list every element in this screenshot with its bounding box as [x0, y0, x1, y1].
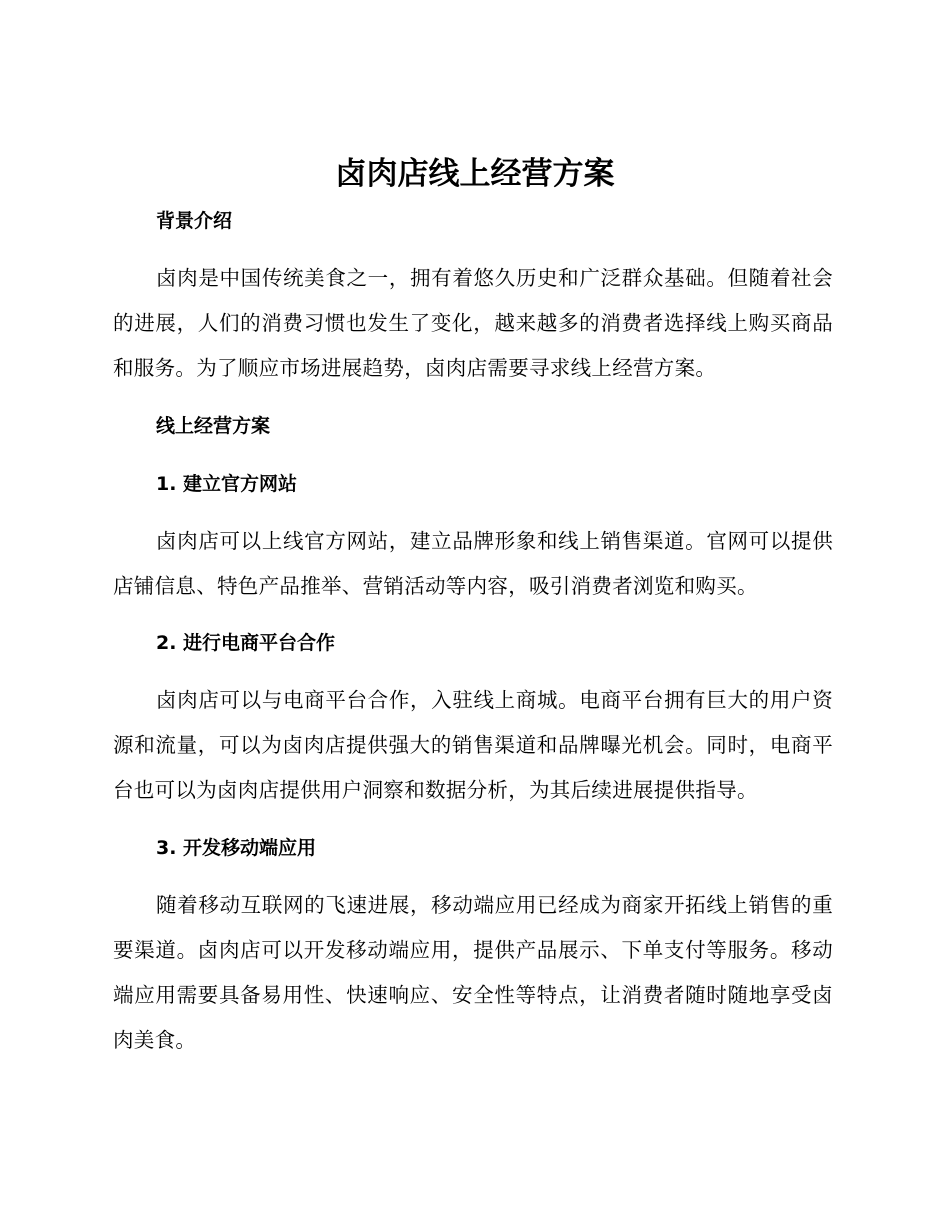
section-heading-background: 背景介绍	[156, 210, 233, 232]
section-heading-ecommerce: 2. 进行电商平台合作	[156, 632, 336, 654]
section-paragraph-background: 卤肉是中国传统美食之一，拥有着悠久历史和广泛群众基础。但随着社会的进展，人们的消费习惯也发生了变化，越来越多的消费者选择线上购买商品和服务。为了顺应市场进展趋势，卤肉店需要寻求线上经营方案。	[113, 266, 833, 380]
document-title: 卤肉店线上经营方案	[335, 156, 615, 192]
section-paragraph-official-website: 卤肉店可以上线官方网站，建立品牌形象和线上销售渠道。官网可以提供店铺信息、特色产品推举、营销活动等内容，吸引消费者浏览和购买。	[113, 529, 833, 598]
section-paragraph-mobile-app: 随着移动互联网的飞速进展，移动端应用已经成为商家开拓线上销售的重要渠道。卤肉店可以开发移动端应用，提供产品展示、下单支付等服务。移动端应用需要具备易用性、快速响应、安全性等特点，让消费者随时随地享受卤肉美食。	[113, 893, 833, 1052]
section-heading-official-website: 1. 建立官方网站	[156, 473, 298, 495]
section-heading-mobile-app: 3. 开发移动端应用	[156, 837, 317, 859]
section-paragraph-ecommerce: 卤肉店可以与电商平台合作，入驻线上商城。电商平台拥有巨大的用户资源和流量，可以为卤肉店提供强大的销售渠道和品牌曝光机会。同时，电商平台也可以为卤肉店提供用户洞察和数据分析，为其后续进展提供指导。	[113, 688, 833, 802]
section-heading-online-plan: 线上经营方案	[156, 415, 271, 437]
